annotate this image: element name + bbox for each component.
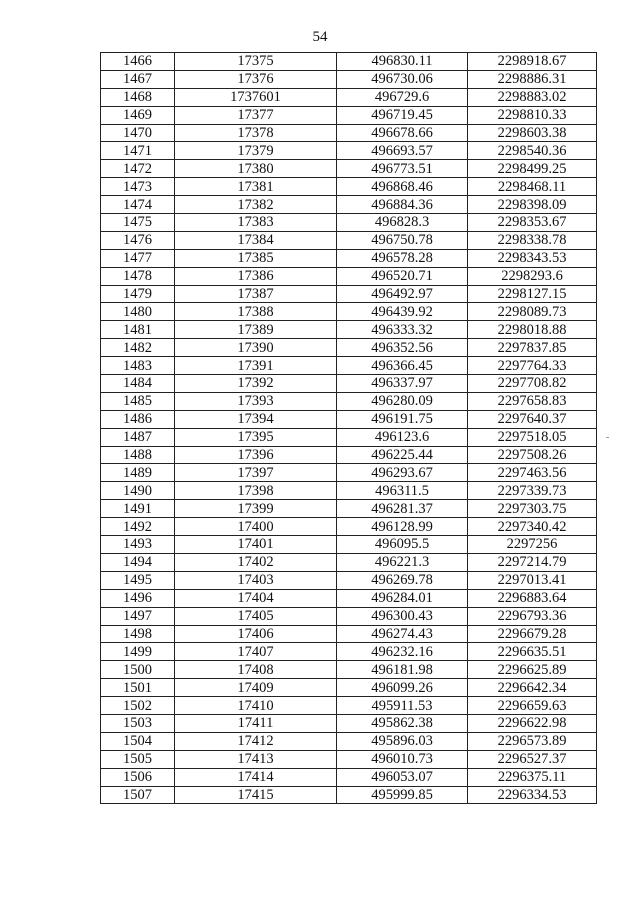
- row-number-cell: 1495: [101, 571, 175, 589]
- row-number-cell: 1506: [101, 768, 175, 786]
- point-id-cell: 17384: [175, 231, 337, 249]
- table-row: [101, 53, 597, 71]
- y-coordinate-cell: 2297658.83: [468, 392, 597, 410]
- x-coordinate-cell: 496693.57: [337, 142, 468, 160]
- row-number-cell: 1489: [101, 464, 175, 482]
- point-id-cell: 17397: [175, 464, 337, 482]
- table-row: [101, 607, 597, 625]
- x-coordinate-cell: 496352.56: [337, 339, 468, 357]
- table-row: [101, 714, 597, 732]
- x-coordinate-cell: 496730.06: [337, 70, 468, 88]
- point-id-cell: 17376: [175, 70, 337, 88]
- row-number-cell: 1482: [101, 339, 175, 357]
- y-coordinate-cell: 2298468.11: [468, 178, 597, 196]
- x-coordinate-cell: 496719.45: [337, 106, 468, 124]
- point-id-cell: 17402: [175, 553, 337, 571]
- table-row: [101, 375, 597, 393]
- y-coordinate-cell: 2297708.82: [468, 375, 597, 393]
- y-coordinate-cell: 2297340.42: [468, 518, 597, 536]
- coordinates-table: [100, 52, 597, 804]
- point-id-cell: 17408: [175, 661, 337, 679]
- y-coordinate-cell: 2297463.56: [468, 464, 597, 482]
- x-coordinate-cell: 496492.97: [337, 285, 468, 303]
- y-coordinate-cell: 2296375.11: [468, 768, 597, 786]
- x-coordinate-cell: 496269.78: [337, 571, 468, 589]
- row-number-cell: 1493: [101, 536, 175, 554]
- point-id-cell: 17381: [175, 178, 337, 196]
- table-row: [101, 482, 597, 500]
- y-coordinate-cell: 2297214.79: [468, 553, 597, 571]
- table-row: [101, 768, 597, 786]
- row-number-cell: 1476: [101, 231, 175, 249]
- x-coordinate-cell: 496750.78: [337, 231, 468, 249]
- row-number-cell: 1468: [101, 88, 175, 106]
- point-id-cell: 17404: [175, 589, 337, 607]
- x-coordinate-cell: 496010.73: [337, 750, 468, 768]
- y-coordinate-cell: 2298343.53: [468, 249, 597, 267]
- point-id-cell: 17398: [175, 482, 337, 500]
- table-row: [101, 553, 597, 571]
- y-coordinate-cell: 2297640.37: [468, 410, 597, 428]
- x-coordinate-cell: 496311.5: [337, 482, 468, 500]
- x-coordinate-cell: 496520.71: [337, 267, 468, 285]
- table-row: [101, 464, 597, 482]
- x-coordinate-cell: 496439.92: [337, 303, 468, 321]
- x-coordinate-cell: 496274.43: [337, 625, 468, 643]
- y-coordinate-cell: 2298338.78: [468, 231, 597, 249]
- row-number-cell: 1487: [101, 428, 175, 446]
- point-id-cell: 17380: [175, 160, 337, 178]
- point-id-cell: 17415: [175, 786, 337, 804]
- x-coordinate-cell: 496678.66: [337, 124, 468, 142]
- row-number-cell: 1470: [101, 124, 175, 142]
- table-row: [101, 446, 597, 464]
- table-row: [101, 339, 597, 357]
- table-row: [101, 231, 597, 249]
- table-row: [101, 160, 597, 178]
- point-id-cell: 17390: [175, 339, 337, 357]
- point-id-cell: 17394: [175, 410, 337, 428]
- x-coordinate-cell: 496095.5: [337, 536, 468, 554]
- y-coordinate-cell: 2298018.88: [468, 321, 597, 339]
- point-id-cell: 17410: [175, 697, 337, 715]
- table-row: [101, 643, 597, 661]
- y-coordinate-cell: 2296622.98: [468, 714, 597, 732]
- row-number-cell: 1473: [101, 178, 175, 196]
- page-number: 54: [312, 29, 328, 45]
- point-id-cell: 17411: [175, 714, 337, 732]
- scan-speck: [606, 437, 609, 438]
- row-number-cell: 1479: [101, 285, 175, 303]
- row-number-cell: 1484: [101, 375, 175, 393]
- point-id-cell: 17378: [175, 124, 337, 142]
- table-row: [101, 267, 597, 285]
- table-row: [101, 392, 597, 410]
- x-coordinate-cell: 495862.38: [337, 714, 468, 732]
- x-coordinate-cell: 496293.67: [337, 464, 468, 482]
- x-coordinate-cell: 496221.3: [337, 553, 468, 571]
- y-coordinate-cell: 2296635.51: [468, 643, 597, 661]
- x-coordinate-cell: 496099.26: [337, 679, 468, 697]
- point-id-cell: 17387: [175, 285, 337, 303]
- x-coordinate-cell: 495999.85: [337, 786, 468, 804]
- y-coordinate-cell: 2297837.85: [468, 339, 597, 357]
- y-coordinate-cell: 2296793.36: [468, 607, 597, 625]
- row-number-cell: 1488: [101, 446, 175, 464]
- row-number-cell: 1502: [101, 697, 175, 715]
- table-row: [101, 303, 597, 321]
- x-coordinate-cell: 496828.3: [337, 214, 468, 232]
- row-number-cell: 1477: [101, 249, 175, 267]
- row-number-cell: 1471: [101, 142, 175, 160]
- table-row: [101, 518, 597, 536]
- point-id-cell: 17379: [175, 142, 337, 160]
- row-number-cell: 1494: [101, 553, 175, 571]
- table-row: [101, 571, 597, 589]
- table-row: [101, 750, 597, 768]
- table-row: [101, 196, 597, 214]
- y-coordinate-cell: 2298883.02: [468, 88, 597, 106]
- row-number-cell: 1486: [101, 410, 175, 428]
- x-coordinate-cell: 495911.53: [337, 697, 468, 715]
- table-row: [101, 786, 597, 804]
- x-coordinate-cell: 496300.43: [337, 607, 468, 625]
- row-number-cell: 1492: [101, 518, 175, 536]
- point-id-cell: 17395: [175, 428, 337, 446]
- row-number-cell: 1503: [101, 714, 175, 732]
- table-row: [101, 732, 597, 750]
- table-row: [101, 142, 597, 160]
- x-coordinate-cell: 496281.37: [337, 500, 468, 518]
- table-row: [101, 321, 597, 339]
- table-row: [101, 124, 597, 142]
- point-id-cell: 17383: [175, 214, 337, 232]
- y-coordinate-cell: 2296883.64: [468, 589, 597, 607]
- point-id-cell: 17403: [175, 571, 337, 589]
- x-coordinate-cell: 496053.07: [337, 768, 468, 786]
- x-coordinate-cell: 496830.11: [337, 53, 468, 71]
- row-number-cell: 1496: [101, 589, 175, 607]
- point-id-cell: 17401: [175, 536, 337, 554]
- y-coordinate-cell: 2296659.63: [468, 697, 597, 715]
- row-number-cell: 1481: [101, 321, 175, 339]
- y-coordinate-cell: 2298398.09: [468, 196, 597, 214]
- x-coordinate-cell: 496729.6: [337, 88, 468, 106]
- point-id-cell: 17393: [175, 392, 337, 410]
- x-coordinate-cell: 496578.28: [337, 249, 468, 267]
- point-id-cell: 17386: [175, 267, 337, 285]
- point-id-cell: 17400: [175, 518, 337, 536]
- point-id-cell: 17375: [175, 53, 337, 71]
- y-coordinate-cell: 2298499.25: [468, 160, 597, 178]
- table-row: [101, 88, 597, 106]
- row-number-cell: 1499: [101, 643, 175, 661]
- y-coordinate-cell: 2297764.33: [468, 357, 597, 375]
- point-id-cell: 17405: [175, 607, 337, 625]
- y-coordinate-cell: 2298293.6: [468, 267, 597, 285]
- table-row: [101, 106, 597, 124]
- x-coordinate-cell: 496123.6: [337, 428, 468, 446]
- table-row: [101, 697, 597, 715]
- row-number-cell: 1480: [101, 303, 175, 321]
- x-coordinate-cell: 496128.99: [337, 518, 468, 536]
- row-number-cell: 1472: [101, 160, 175, 178]
- y-coordinate-cell: 2297256: [468, 536, 597, 554]
- y-coordinate-cell: 2296527.37: [468, 750, 597, 768]
- point-id-cell: 17392: [175, 375, 337, 393]
- x-coordinate-cell: 496868.46: [337, 178, 468, 196]
- x-coordinate-cell: 496366.45: [337, 357, 468, 375]
- y-coordinate-cell: 2296679.28: [468, 625, 597, 643]
- row-number-cell: 1474: [101, 196, 175, 214]
- row-number-cell: 1505: [101, 750, 175, 768]
- row-number-cell: 1498: [101, 625, 175, 643]
- point-id-cell: 1737601: [175, 88, 337, 106]
- table-row: [101, 500, 597, 518]
- point-id-cell: 17382: [175, 196, 337, 214]
- table-row: [101, 285, 597, 303]
- row-number-cell: 1475: [101, 214, 175, 232]
- table-row: [101, 625, 597, 643]
- table-row: [101, 70, 597, 88]
- point-id-cell: 17389: [175, 321, 337, 339]
- row-number-cell: 1491: [101, 500, 175, 518]
- point-id-cell: 17409: [175, 679, 337, 697]
- y-coordinate-cell: 2297303.75: [468, 500, 597, 518]
- y-coordinate-cell: 2297013.41: [468, 571, 597, 589]
- y-coordinate-cell: 2298089.73: [468, 303, 597, 321]
- point-id-cell: 17407: [175, 643, 337, 661]
- point-id-cell: 17414: [175, 768, 337, 786]
- y-coordinate-cell: 2298540.36: [468, 142, 597, 160]
- point-id-cell: 17388: [175, 303, 337, 321]
- y-coordinate-cell: 2298353.67: [468, 214, 597, 232]
- x-coordinate-cell: 496280.09: [337, 392, 468, 410]
- row-number-cell: 1507: [101, 786, 175, 804]
- y-coordinate-cell: 2298603.38: [468, 124, 597, 142]
- table-row: [101, 410, 597, 428]
- x-coordinate-cell: 496773.51: [337, 160, 468, 178]
- row-number-cell: 1497: [101, 607, 175, 625]
- table-row: [101, 357, 597, 375]
- y-coordinate-cell: 2296642.34: [468, 679, 597, 697]
- row-number-cell: 1483: [101, 357, 175, 375]
- row-number-cell: 1478: [101, 267, 175, 285]
- point-id-cell: 17412: [175, 732, 337, 750]
- x-coordinate-cell: 496884.36: [337, 196, 468, 214]
- row-number-cell: 1485: [101, 392, 175, 410]
- point-id-cell: 17399: [175, 500, 337, 518]
- row-number-cell: 1469: [101, 106, 175, 124]
- point-id-cell: 17377: [175, 106, 337, 124]
- point-id-cell: 17396: [175, 446, 337, 464]
- y-coordinate-cell: 2296334.53: [468, 786, 597, 804]
- table-row: [101, 679, 597, 697]
- x-coordinate-cell: 495896.03: [337, 732, 468, 750]
- point-id-cell: 17406: [175, 625, 337, 643]
- coordinates-table-body: [101, 53, 597, 804]
- x-coordinate-cell: 496191.75: [337, 410, 468, 428]
- row-number-cell: 1500: [101, 661, 175, 679]
- x-coordinate-cell: 496232.16: [337, 643, 468, 661]
- y-coordinate-cell: 2296573.89: [468, 732, 597, 750]
- y-coordinate-cell: 2298127.15: [468, 285, 597, 303]
- table-row: [101, 589, 597, 607]
- table-row: [101, 178, 597, 196]
- table-row: [101, 536, 597, 554]
- x-coordinate-cell: 496337.97: [337, 375, 468, 393]
- y-coordinate-cell: 2298918.67: [468, 53, 597, 71]
- y-coordinate-cell: 2297508.26: [468, 446, 597, 464]
- table-row: [101, 249, 597, 267]
- x-coordinate-cell: 496181.98: [337, 661, 468, 679]
- x-coordinate-cell: 496333.32: [337, 321, 468, 339]
- y-coordinate-cell: 2298886.31: [468, 70, 597, 88]
- x-coordinate-cell: 496284.01: [337, 589, 468, 607]
- table-row: [101, 661, 597, 679]
- table-row: [101, 428, 597, 446]
- y-coordinate-cell: 2297518.05: [468, 428, 597, 446]
- row-number-cell: 1490: [101, 482, 175, 500]
- point-id-cell: 17385: [175, 249, 337, 267]
- y-coordinate-cell: 2298810.33: [468, 106, 597, 124]
- row-number-cell: 1467: [101, 70, 175, 88]
- x-coordinate-cell: 496225.44: [337, 446, 468, 464]
- row-number-cell: 1501: [101, 679, 175, 697]
- y-coordinate-cell: 2296625.89: [468, 661, 597, 679]
- y-coordinate-cell: 2297339.73: [468, 482, 597, 500]
- table-row: [101, 214, 597, 232]
- point-id-cell: 17413: [175, 750, 337, 768]
- row-number-cell: 1466: [101, 53, 175, 71]
- point-id-cell: 17391: [175, 357, 337, 375]
- row-number-cell: 1504: [101, 732, 175, 750]
